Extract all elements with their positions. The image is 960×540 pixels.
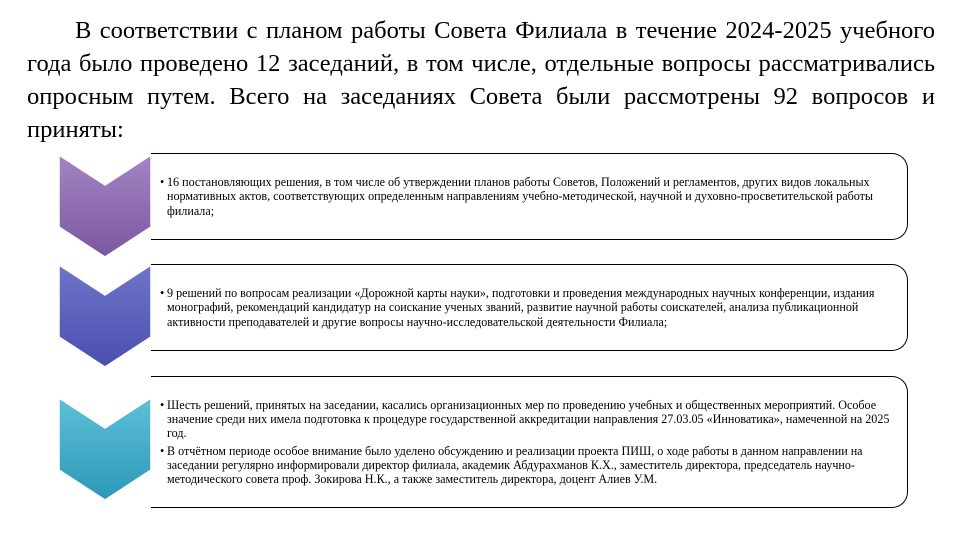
chevron-3-arrow — [59, 398, 151, 500]
bullet-text: • В отчётном периоде особое внимание было уделено обсуждению и реализации проекта ПИШ, о ходе работы в данном направлении на заседании регулярно информировали директор филиала, академик Абдурахманов К.Х., заместитель директора, председатель научно-методического совета проф. Зокирова Н.К., а также заместитель директора, доцент Алиев У.М. — [160, 444, 897, 487]
chevron-2-arrow — [59, 265, 151, 367]
chevron-1-arrow — [59, 155, 151, 257]
decision-box-3 — [151, 376, 908, 508]
bullet-text: • 9 решений по вопросам реализации «Дорожной карты науки», подготовки и проведения международных научных конференции, издания монографий, рекомендаций кандидатур на соискание ученых званий, развитие научной работы соискателей, анализа публикационной активности преподавателей и другие вопросы научно-исследовательской деятельности Филиала; — [160, 286, 897, 329]
intro-paragraph: В соответствии с планом работы Совета Филиала в течение 2024-2025 учебного года было проведено 12 заседаний, в том числе, отдельные вопросы рассматривались опросным путем. Всего на заседаниях Совета были рассмотрены 92 вопросов и приняты: — [27, 17, 935, 143]
decision-box-1 — [151, 153, 908, 240]
decision-box-2 — [151, 264, 908, 351]
bullet-text: • 16 постановляющих решения, в том числе об утверждении планов работы Советов, Положений и регламентов, других видов локальных нормативных актов, соответствующих определенным направлениям учебно-методической, научной и духовно-просветительской работы филиала; — [160, 175, 897, 218]
bullet-text: • Шесть решений, принятых на заседании, касались организационных мер по проведению учебных и общественных мероприятий. Особое значение среди них имела подготовка к процедуре государственной аккредитации направления 27.03.05 «Инноватика», намеченной на 2025 год. — [160, 398, 897, 441]
